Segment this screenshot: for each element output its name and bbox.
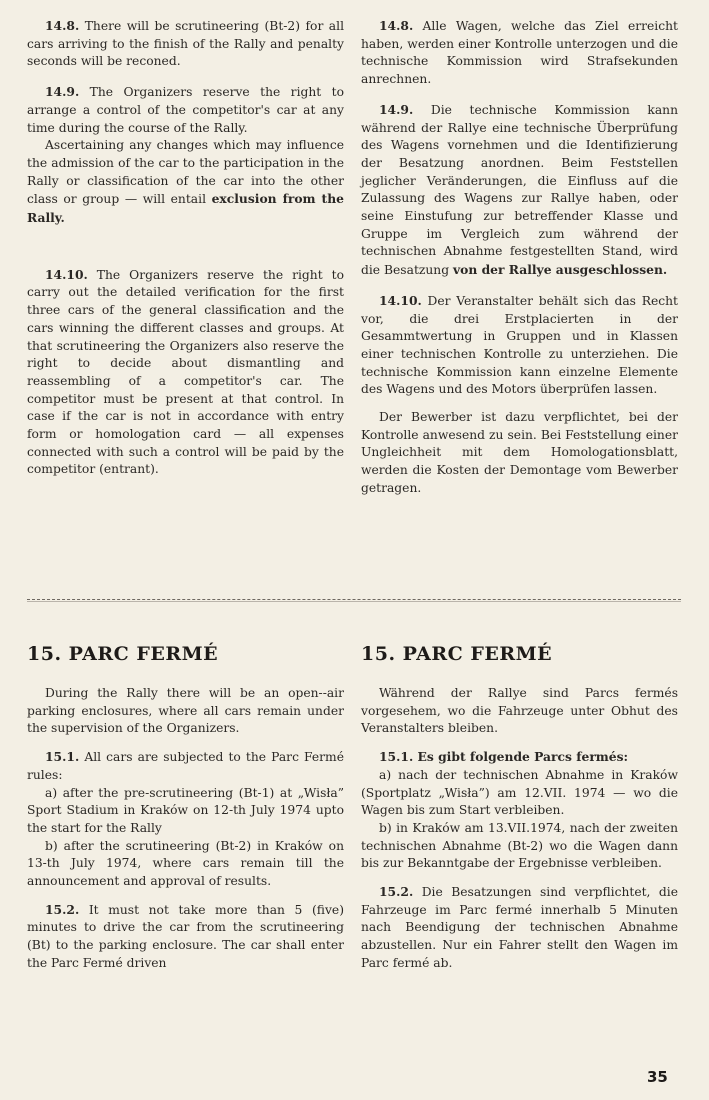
section-heading-en: 15. PARC FERMÉ: [27, 643, 219, 665]
paragraph-exclusion-en: [27, 137, 344, 228]
german-column-top: [361, 17, 678, 498]
section-heading-de: 15. PARC FERMÉ: [361, 643, 553, 665]
section-number: 15.2.: [379, 884, 414, 900]
paragraph-text: Der Veranstalter behält sich das Recht vor, die drei Erstplacierten in der Gesammtwertung in Gruppen und in Klassen einer technischen Kontrolle zu unterziehen. Die technische Kommission kann einzelne Elemente des Wagens und des Motors überprüfen lassen.: [361, 293, 678, 397]
paragraph-text: It must not take more than 5 (five) minutes to drive the car from the scrutineering (Bt) to the parking enclosure. The car shall enter the Parc Fermé driven: [27, 902, 344, 970]
paragraph-item-a-de: [361, 767, 678, 820]
section-number: 15.2.: [45, 901, 80, 917]
paragraph-item-b-de: [361, 820, 678, 873]
paragraph-text: Die Besatzungen sind verpflichtet, die Fahrzeuge im Parc fermé innerhalb 5 Minuten nach Beendigung der technischen Abnahme abzustellen. Nur ein Fahrer stellt den Wagen im Parc fermé ab.: [361, 885, 678, 970]
bold-phrase: exclusion from the Rally.: [27, 191, 344, 226]
paragraph-text: Der Bewerber ist dazu verpflichtet, bei der Kontrolle anwesend zu sein. Bei Feststellung einer Ungleichheit mit dem Homologationsblatt, werden die Kosten der Demontage vom Bewerber getragen.: [361, 410, 678, 495]
paragraph-bewerber-de: [361, 409, 678, 498]
paragraph-text: Alle Wagen, welche das Ziel erreicht haben, werden einer Kontrolle unterzogen und die technische Kommission wird Strafsekunden anrechnen.: [361, 19, 678, 87]
page-number: 35: [647, 1068, 668, 1086]
paragraph-text: a) after the pre-scrutineering (Bt-1) at „Wisła” Sport Stadium in Kraków on 12-th July 1974 upto the start for the Rally: [27, 785, 344, 835]
paragraph-14-9-de: [361, 101, 678, 280]
paragraph-text: Die technische Kommission kann während der Rallye eine technische Überprüfung des Wagens vornehmen und die Identifizierung der Besatzung anordnen. Beim Feststellen jeglicher Veränderungen, die Einfluss auf die Zulassung des Wagens zur Rallye haben, oder seine Einstufung zur betreffender Klasse und Gruppe im Vergleich zum während der technischen Abnahme festgestellten Stand, wird die Besatzung: [361, 102, 678, 278]
paragraph-text: b) after the scrutineering (Bt-2) in Kraków on 13-th July 1974, where cars remain till the announcement and approval of results.: [27, 838, 344, 889]
paragraph-15-2-de: [361, 883, 678, 973]
english-column-top: [27, 17, 344, 479]
paragraph-text: a) nach der technischen Abnahme in Kraków (Sportplatz „Wisła”) am 12.VII. 1974 — wo die Wagen bis zum Start verbleiben.: [361, 767, 678, 818]
paragraph-15-2-en: [27, 901, 344, 973]
paragraph-14-8-en: [27, 17, 344, 71]
paragraph-text: The Organizers reserve the right to arrange a control of the competitor's car at any time during the course of the Rally.: [27, 85, 344, 135]
paragraph-text: All cars are subjected to the Parc Fermé rules:: [27, 750, 344, 782]
section-number: 14.9.: [45, 84, 80, 100]
paragraph-intro-en: [27, 685, 344, 738]
section-number: 14.10.: [379, 292, 422, 308]
section-number: 14.10.: [45, 266, 88, 282]
bold-phrase: 15.1. Es gibt folgende Parcs fermés:: [379, 749, 629, 765]
paragraph-14-8-de: [361, 17, 678, 89]
paragraph-item-b-en: [27, 838, 344, 891]
paragraph-text: During the Rally there will be an open--air parking enclosures, where all cars remain under the supervision of the Organizers.: [27, 686, 344, 736]
paragraph-14-10-de: [361, 292, 678, 399]
section-divider-shadow: [27, 601, 681, 602]
paragraph-text: There will be scrutineering (Bt-2) for all cars arriving to the finish of the Rally and penalty seconds will be reconed.: [27, 19, 344, 69]
paragraph-text: The Organizers reserve the right to carry out the detailed verification for the first three cars of the general classification and the cars winning the different classes and groups. At that scrutineering the Organizers also reserve the right to decide about dismantling and reassembling of a competitor's car. The competitor must be present at that control. In case if the car is not in accordance with entry form or homologation card — all expenses connected with such a control will be paid by the competitor (entrant).: [27, 267, 344, 477]
german-column-bottom: [361, 685, 678, 973]
paragraph-14-10-en: [27, 266, 344, 479]
section-number: 14.8.: [379, 18, 414, 33]
bold-phrase: von der Rallye ausgeschlossen.: [453, 262, 668, 278]
paragraph-15-1-en: [27, 748, 344, 784]
paragraph-14-9-en: [27, 83, 344, 137]
section-number: 15.1.: [45, 749, 80, 765]
paragraph-15-1-de: [361, 748, 678, 767]
section-number: 14.9.: [379, 101, 414, 117]
paragraph-text: Während der Rallye sind Parcs fermés vorgesehem, wo die Fahrzeuge unter Obhut des Veranstalters bleiben.: [361, 686, 678, 736]
paragraph-item-a-en: [27, 785, 344, 838]
english-column-bottom: [27, 685, 344, 973]
paragraph-intro-de: [361, 685, 678, 738]
section-divider: [27, 599, 681, 600]
section-number: 14.8.: [45, 18, 80, 33]
paragraph-text: b) in Kraków am 13.VII.1974, nach der zweiten technischen Abnahme (Bt-2) wo die Wagen dann bis zur Bekanntgabe der Ergebnisse verbleiben.: [361, 820, 678, 871]
paragraph-text: Ascertaining any changes which may influence the admission of the car to the participation in the Rally or classification of the car into the other class or group — will entail: [27, 138, 344, 207]
